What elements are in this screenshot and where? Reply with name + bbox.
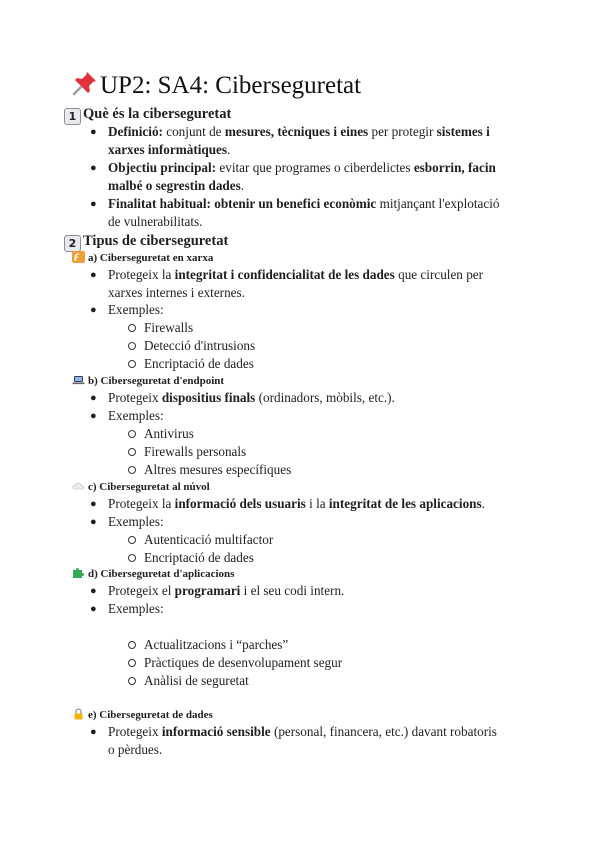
subsection-a-examples-label: Exemples: [108,302,164,317]
bullet: ● [90,410,97,422]
subsection-e-text: Protegeix informació sensible (personal, financera, etc.) davant robatoris [108,724,497,739]
pushpin-icon [72,70,98,96]
subsection-c-examples-label: Exemples: [108,514,164,529]
circle-bullet [128,554,136,562]
circle-bullet [128,342,136,350]
keycap-1-icon: 1 [64,108,81,125]
subsection-a-text-cont: xarxes internes i externes. [108,285,245,300]
list-item: Firewalls [144,320,194,335]
list-item: Firewalls personals [144,444,247,459]
bullet: ● [90,304,97,316]
list-item: Altres mesures específiques [144,462,292,477]
subsection-e-text-cont: o pèrdues. [108,742,163,757]
circle-bullet [128,448,136,456]
list-item: Encriptació de dades [144,356,254,371]
bullet: ● [90,585,97,597]
cloud-icon [72,480,85,492]
list-item-objectiu: Objectiu principal: evitar que programes o ciberdelictes esborrin, facin [108,160,496,175]
list-item: Encriptació de dades [144,550,254,565]
list-item: Pràctiques de desenvolupament segur [144,655,343,670]
wifi-icon [72,251,85,263]
page-title-text: UP2: SA4: Ciberseguretat [100,72,362,99]
keycap-2-icon: 2 [64,235,81,252]
page-title [72,70,361,102]
circle-bullet [128,360,136,368]
subsection-a-heading: a) Ciberseguretat en xarxa [72,251,213,265]
circle-bullet [128,536,136,544]
bullet: ● [90,392,97,404]
bullet: ● [90,126,97,138]
puzzle-icon [72,567,85,579]
subsection-c-heading: c) Ciberseguretat al núvol [72,480,210,494]
list-item: Actualitzacions i “parches” [144,637,289,652]
subsection-d-text: Protegeix el programari i el seu codi intern. [108,583,345,598]
section-1-heading: 1 Què és la ciberseguretat [64,105,231,125]
subsection-c-text: Protegeix la informació dels usuaris i la integritat de les aplicacions. [108,496,485,511]
subsection-d-examples-label: Exemples: [108,601,164,616]
circle-bullet [128,641,136,649]
bullet: ● [90,269,97,281]
subsection-e-heading: e) Ciberseguretat de dades [72,708,213,722]
lock-icon [72,708,85,720]
laptop-icon [72,374,85,386]
list-item: Anàlisi de seguretat [144,673,249,688]
subsection-d-heading: d) Ciberseguretat d'aplicacions [72,567,234,581]
circle-bullet [128,659,136,667]
circle-bullet [128,677,136,685]
subsection-b-heading: b) Ciberseguretat d'endpoint [72,374,224,388]
circle-bullet [128,466,136,474]
circle-bullet [128,324,136,332]
bullet: ● [90,198,97,210]
subsection-a-text: Protegeix la integritat i confidencialitat de les dades que circulen per [108,267,484,282]
subsection-b-examples-label: Exemples: [108,408,164,423]
list-item: Antivirus [144,426,194,441]
list-item: Autenticació multifactor [144,532,274,547]
circle-bullet [128,430,136,438]
subsection-b-text: Protegeix dispositius finals (ordinadors, mòbils, etc.). [108,390,395,405]
bullet: ● [90,516,97,528]
bullet: ● [90,603,97,615]
list-item: Detecció d'intrusions [144,338,256,353]
bullet: ● [90,498,97,510]
list-item-definicio: Definició: conjunt de mesures, tècniques i eines per protegir sistemes i [108,124,490,139]
section-2-heading: 2 Tipus de ciberseguretat [64,232,228,252]
bullet: ● [90,726,97,738]
list-item-definicio-cont: xarxes informàtiques. [108,142,231,157]
list-item-finalitat-cont: de vulnerabilitats. [108,214,203,229]
bullet: ● [90,162,97,174]
list-item-objectiu-cont: malbé o segrestin dades. [108,178,245,193]
list-item-finalitat: Finalitat habitual: obtenir un benefici econòmic mitjançant l'explotació [108,196,500,211]
